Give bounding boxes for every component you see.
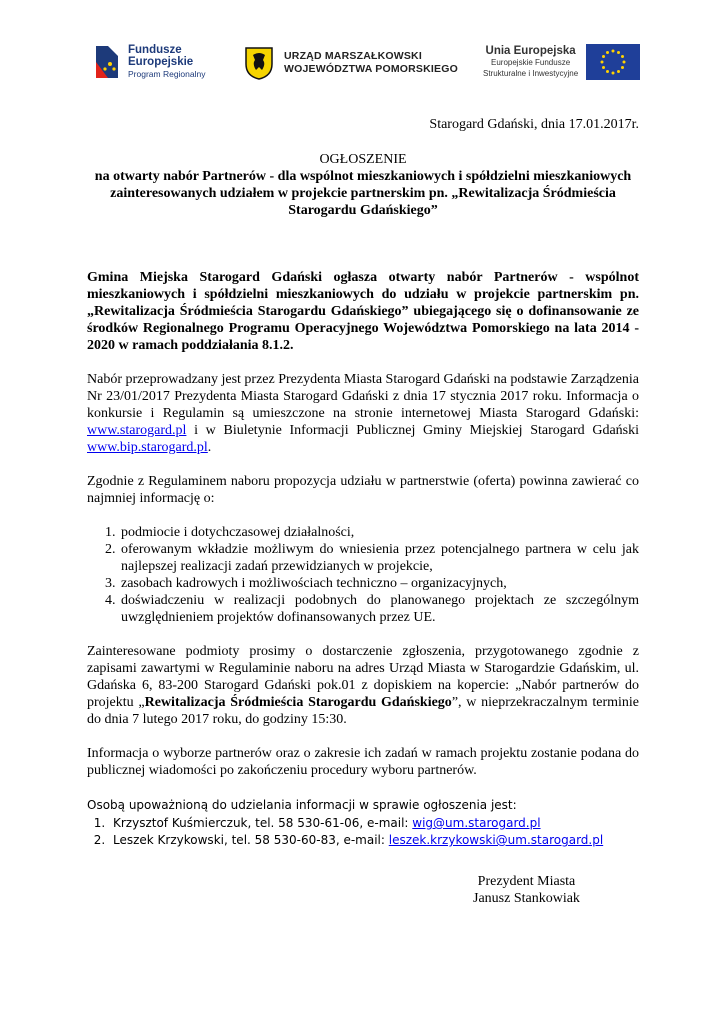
fe-line3: Program Regionalny <box>128 69 206 79</box>
contact-email-link[interactable]: leszek.krzykowski@um.starogard.pl <box>388 833 604 847</box>
um-line2: WOJEWÓDZTWA POMORSKIEGO <box>284 63 458 75</box>
pomorskie-coat-of-arms-icon <box>244 46 274 80</box>
signature-name: Janusz Stankowiak <box>473 891 580 906</box>
list-item <box>109 815 639 832</box>
fundusze-europejskie-icon <box>92 42 122 82</box>
submission-text2: ”, w nieprzekraczalnym terminie do dnia 7 lutego 2017 roku, do godziny 15:30. <box>87 695 639 727</box>
ue-line3: Strukturalne i Inwestycyjne <box>483 68 579 78</box>
signature-title: Prezydent Miasta <box>477 874 576 889</box>
project-name-bold: Rewitalizacja Śródmieścia Starogardu Gdańskiego <box>144 695 452 710</box>
unia-europejska-logo <box>483 44 640 80</box>
contacts-intro: Osobą upoważnioną do udzielania informacji w sprawie ogłoszenia jest: <box>87 798 517 812</box>
nabor-text3: . <box>207 440 212 455</box>
list-item: 3. zasobach kadrowych i możliwościach techniczno – organizacyjnych, <box>119 575 639 592</box>
informacja-paragraph: Informacja o wyborze partnerów oraz o zakresie ich zadań w ramach projektu zostanie podana do publicznej wiadomości po zakończeniu procedury wyboru partnerów. <box>87 746 639 778</box>
zgodnie-paragraph: Zgodnie z Regulaminem naboru propozycja udziału w partnerstwie (oferta) powinna zawierać co najmniej informację o: <box>87 474 639 506</box>
contact-text: Krzysztof Kuśmierczuk, tel. 58 530-61-06, e-mail: <box>113 816 413 830</box>
announcement-subtitle: na otwarty nabór Partnerów - dla wspólnot mieszkaniowych i spółdzielni mieszkaniowych zainteresowanych udziałem w projekcie partnerskim pn. „Rewitalizacja Śródmieścia Starogardu Gdańskiego” <box>94 169 632 218</box>
signature-block <box>473 873 580 907</box>
document-body <box>87 112 639 849</box>
nabor-paragraph <box>87 371 639 456</box>
contact-text: Leszek Krzykowski, tel. 58 530-60-83, e-mail: <box>113 833 389 847</box>
eu-flag-icon <box>586 44 640 80</box>
list-item: 4. doświadczeniu w realizacji podobnych do planowanego projektach ze szczególnym uwzględnieniem projektów dofinansowanych przez UE. <box>119 592 639 626</box>
starogard-link[interactable]: www.starogard.pl <box>87 423 187 438</box>
ue-line1: Unia Europejska <box>485 44 576 57</box>
requirements-list <box>87 524 639 626</box>
ue-line2: Europejskie Fundusze <box>491 57 571 67</box>
contacts-section <box>87 797 639 849</box>
um-line1: URZĄD MARSZAŁKOWSKI <box>284 50 422 62</box>
fe-line2: Europejskie <box>128 56 194 68</box>
list-item: 1. podmiocie i dotychczasowej działalności, <box>119 524 639 541</box>
fundusze-europejskie-logo <box>92 42 205 82</box>
urzad-marszalkowski-logo <box>244 46 458 80</box>
submission-text1: Zainteresowane podmioty prosimy o dostarczenie zgłoszenia, przygotowanego zgodnie z zapisami zawartymi w Regulaminie naboru na adres Urząd Miasta w Starogardzie Gdańskim, ul. Gdańska 6, 83-200 Starogard Gdański pok.01 z dopiskiem na kopercie: „Nabór partnerów do projektu „ <box>87 644 639 710</box>
submission-paragraph <box>87 643 639 728</box>
contacts-list <box>87 815 639 849</box>
header-logos <box>0 0 725 100</box>
list-item <box>109 832 639 849</box>
announcement-heading: OGŁOSZENIE <box>319 152 407 167</box>
fe-line1: Fundusze <box>128 44 182 56</box>
contact-email-link[interactable]: wig@um.starogard.pl <box>412 816 541 830</box>
place-date: Starogard Gdański, dnia 17.01.2017r. <box>429 117 639 132</box>
bip-link[interactable]: www.bip.starogard.pl <box>87 440 208 455</box>
nabor-text2: i w Biuletynie Informacji Publicznej Gminy Miejskiej Starogard Gdański <box>186 423 639 438</box>
lead-paragraph: Gmina Miejska Starogard Gdański ogłasza otwarty nabór Partnerów - wspólnot mieszkaniowych i spółdzielni mieszkaniowych do udziału w projekcie partnerskim pn. „Rewitalizacja Śródmieścia Starogardu Gdańskiego” ubiegającego się o dofinansowanie ze środków Regionalnego Programu Operacyjnego Województwa Pomorskiego na lata 2014 - 2020 w ramach poddziałania 8.1.2. <box>87 270 639 353</box>
nabor-text1: Nabór przeprowadzany jest przez Prezydenta Miasta Starogard Gdański na podstawie Zarządzenia Nr 23/01/2017 Prezydenta Miasta Starogard Gdański z dnia 17 stycznia 2017 roku. Informacja o konkursie i Regulamin są umieszczone na stronie internetowej Miasta Starogard Gdański: <box>87 372 639 421</box>
list-item: 2. oferowanym wkładzie możliwym do wniesienia przez potencjalnego partnera w celu jak najlepszej realizacji zadań przewidzianych w projekcie, <box>119 541 639 575</box>
